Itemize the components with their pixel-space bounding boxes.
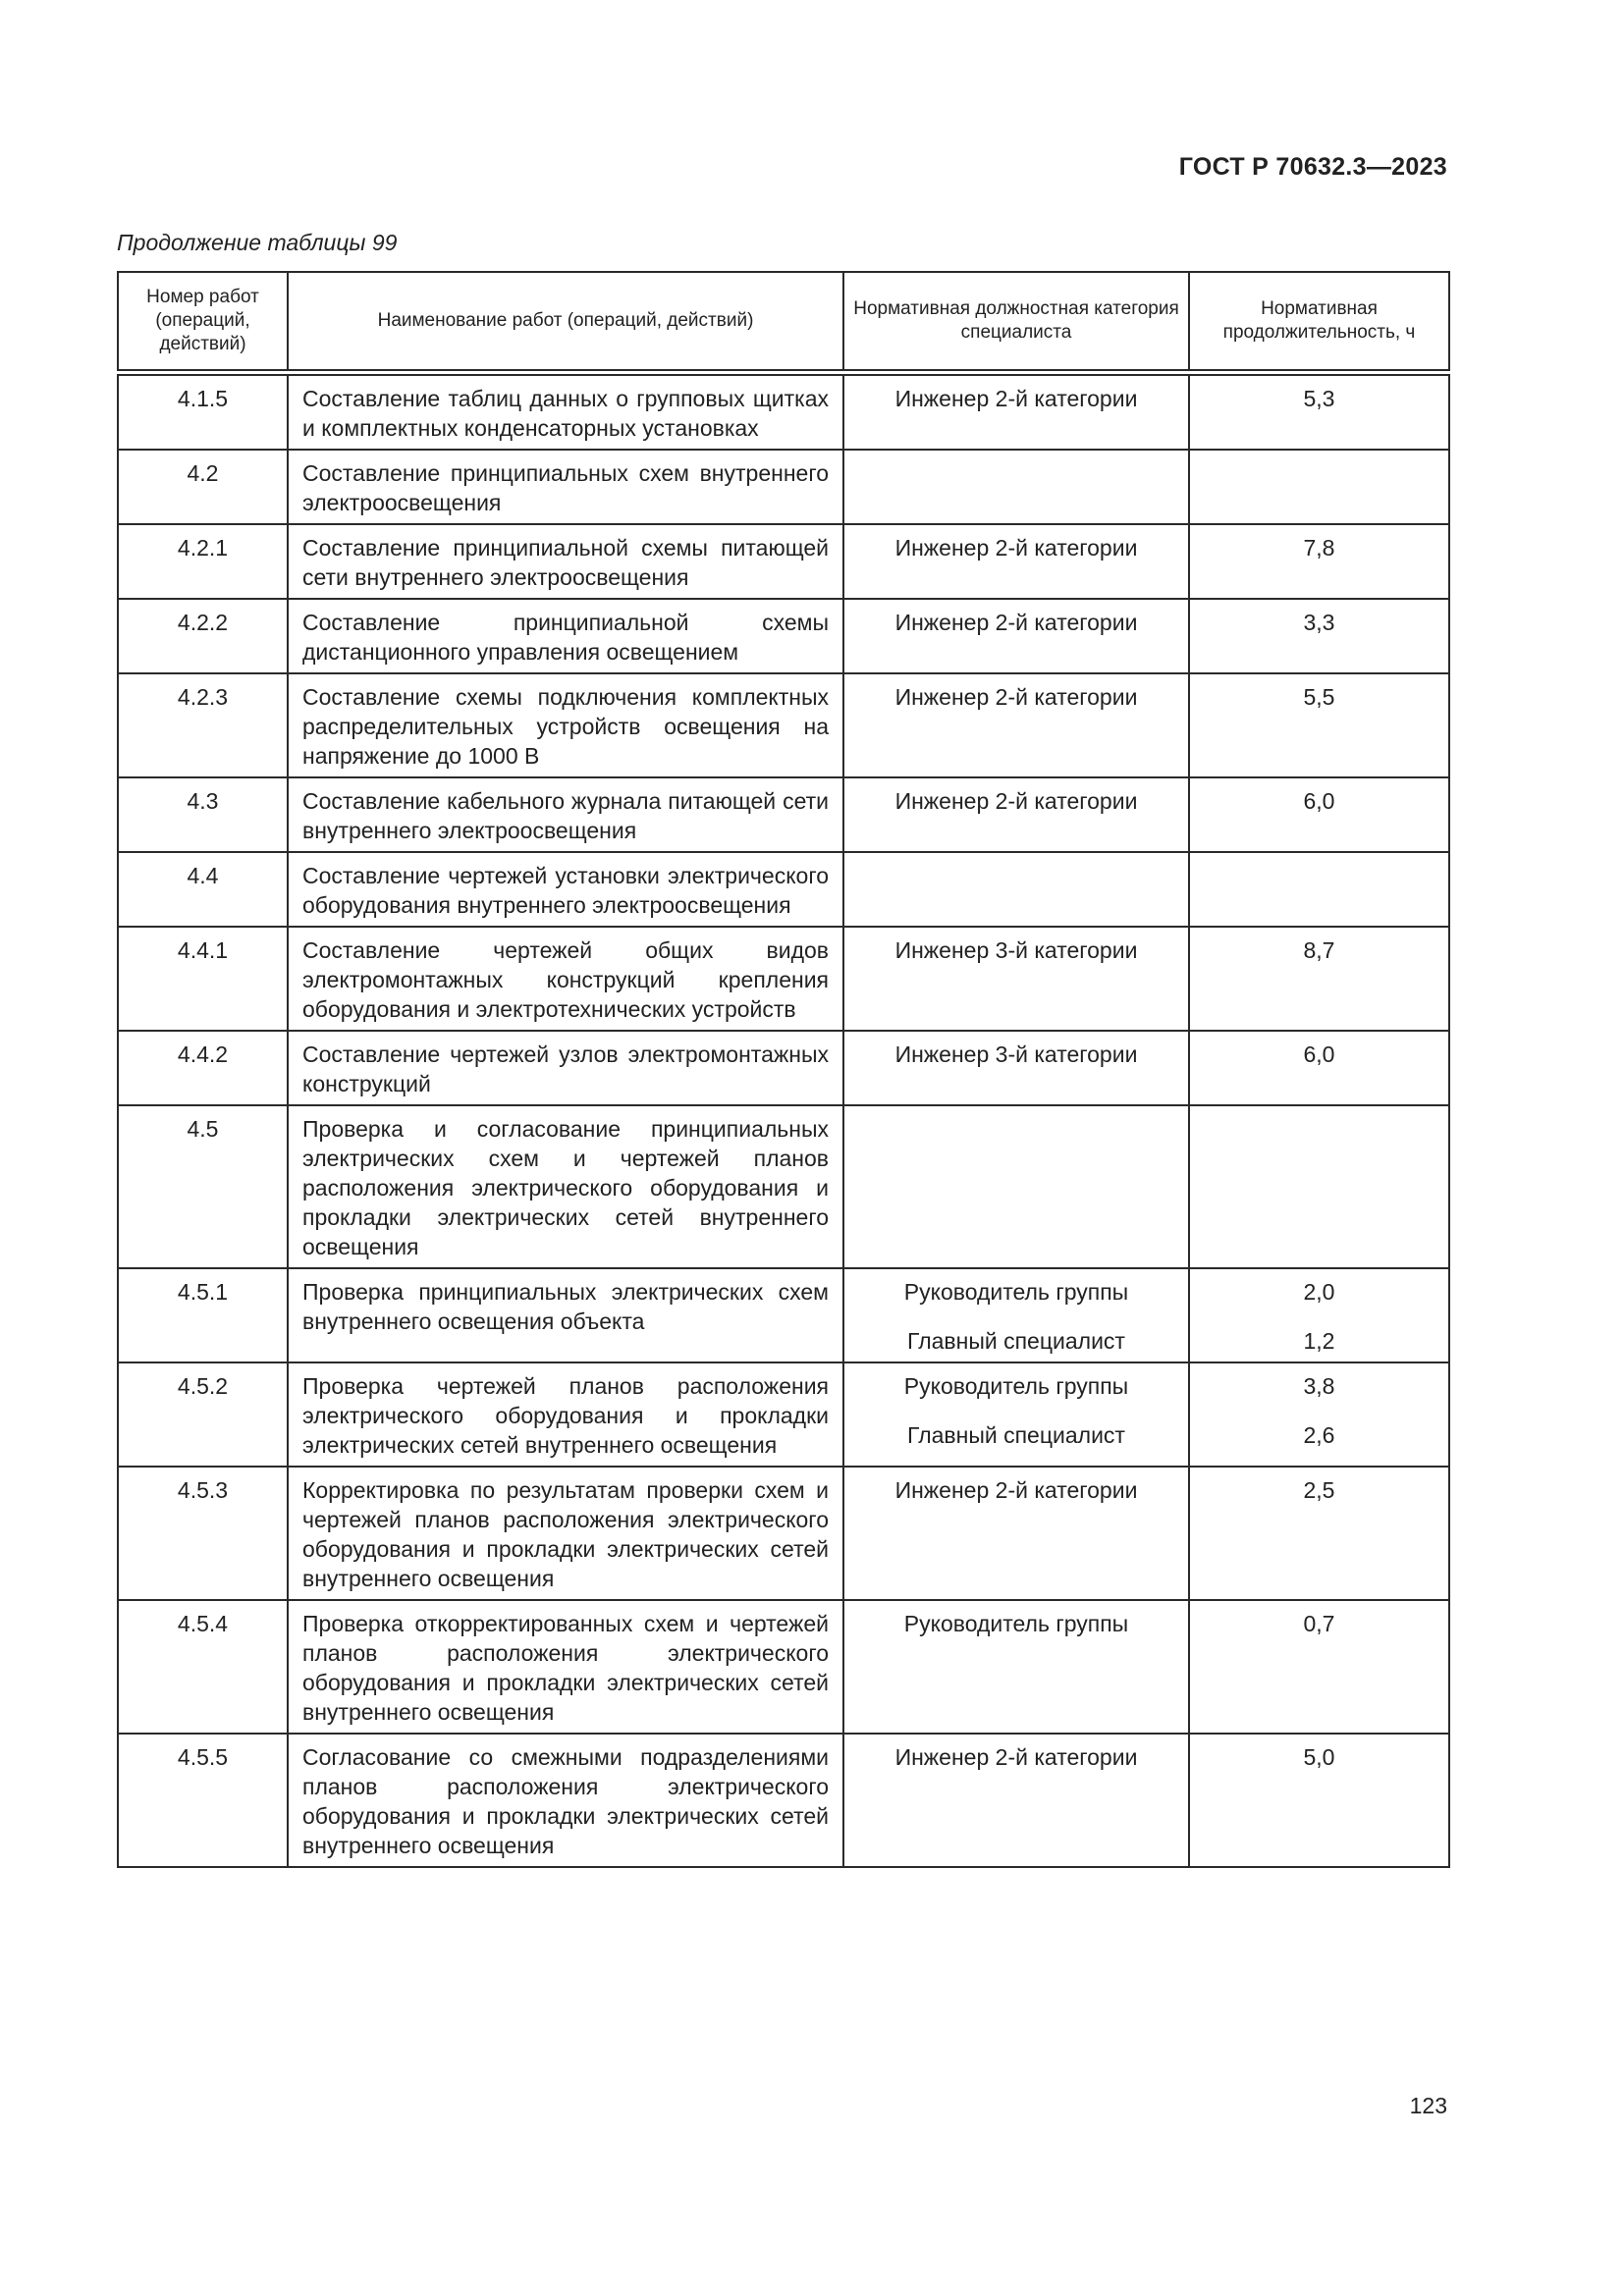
- duration-cell: [1189, 524, 1449, 599]
- specialist-category-cell: [843, 1105, 1189, 1268]
- work-name-cell: Проверка чертежей планов расположения электрического оборудования и прокладки электрических сетей внутреннего освещения: [288, 1362, 843, 1467]
- duration-value: 5,5: [1303, 684, 1335, 710]
- table-row: [118, 1467, 1449, 1600]
- specialist-category: Инженер 2-й категории: [894, 1744, 1138, 1770]
- duration-cell: [1189, 1734, 1449, 1867]
- specialist-category-cell: [843, 673, 1189, 777]
- work-name-cell: Проверка и согласование принципиальных электрических схем и чертежей планов расположения электрического оборудования и прокладки электрических сетей внутреннего освещения: [288, 1105, 843, 1268]
- work-number-cell: 4.5.3: [118, 1467, 288, 1600]
- specialist-category: Главный специалист: [907, 1422, 1125, 1448]
- work-name-cell: Составление схемы подключения комплектных распределительных устройств освещения на напряжение до 1000 В: [288, 673, 843, 777]
- specialist-category: Главный специалист: [907, 1328, 1125, 1354]
- table-body: [118, 373, 1449, 1868]
- specialist-category-cell: [843, 450, 1189, 524]
- duration-cell: [1189, 373, 1449, 451]
- duration-cell: [1189, 1467, 1449, 1600]
- specialist-category-cell: [843, 1268, 1189, 1362]
- duration-value: 3,3: [1303, 610, 1335, 635]
- specialist-category: Инженер 2-й категории: [894, 610, 1138, 635]
- duration-cell: [1189, 1268, 1449, 1362]
- work-number-cell: 4.2.2: [118, 599, 288, 673]
- specialist-category-cell: [843, 927, 1189, 1031]
- duration-value: 2,5: [1303, 1477, 1335, 1503]
- table-row: [118, 673, 1449, 777]
- duration-value: 1,2: [1303, 1328, 1335, 1354]
- table-header-row: [118, 272, 1449, 373]
- table-row: [118, 373, 1449, 451]
- table-row: [118, 524, 1449, 599]
- duration-value: 6,0: [1303, 788, 1335, 814]
- column-header-number: Номер работ (операций, действий): [118, 272, 288, 373]
- duration-value: 0,7: [1303, 1611, 1335, 1636]
- work-name-cell: Составление принципиальной схемы дистанционного управления освещением: [288, 599, 843, 673]
- column-header-name: Наименование работ (операций, действий): [288, 272, 843, 373]
- duration-cell: [1189, 1600, 1449, 1734]
- specialist-category-cell: [843, 1467, 1189, 1600]
- duration-cell: [1189, 1031, 1449, 1105]
- work-number-cell: 4.4.1: [118, 927, 288, 1031]
- norms-table: [117, 271, 1450, 1868]
- work-number-cell: 4.1.5: [118, 373, 288, 451]
- specialist-category-cell: [843, 524, 1189, 599]
- work-name-cell: Проверка принципиальных электрических схем внутреннего освещения объекта: [288, 1268, 843, 1362]
- work-number-cell: 4.5: [118, 1105, 288, 1268]
- work-name-cell: Корректировка по результатам проверки схем и чертежей планов расположения электрического оборудования и прокладки электрических сетей внутреннего освещения: [288, 1467, 843, 1600]
- work-name-cell: Составление чертежей общих видов электромонтажных конструкций крепления оборудования и электротехнических устройств: [288, 927, 843, 1031]
- work-name-cell: Составление принципиальных схем внутреннего электроосвещения: [288, 450, 843, 524]
- duration-value: 8,7: [1303, 937, 1335, 963]
- work-name-cell: Составление таблиц данных о групповых щитках и комплектных конденсаторных установках: [288, 373, 843, 451]
- work-number-cell: 4.2.1: [118, 524, 288, 599]
- work-name-cell: Составление чертежей установки электрического оборудования внутреннего электроосвещения: [288, 852, 843, 927]
- work-name-cell: Проверка откорректированных схем и чертежей планов расположения электрического оборудования и прокладки электрических сетей внутреннего освещения: [288, 1600, 843, 1734]
- duration-value: 5,0: [1303, 1744, 1335, 1770]
- specialist-category-cell: [843, 373, 1189, 451]
- specialist-category-cell: [843, 1031, 1189, 1105]
- specialist-category: Инженер 3-й категории: [894, 1041, 1138, 1067]
- work-number-cell: 4.5.4: [118, 1600, 288, 1734]
- duration-cell: [1189, 927, 1449, 1031]
- work-name-cell: Согласование со смежными подразделениями планов расположения электрического оборудования и прокладки электрических сетей внутреннего освещения: [288, 1734, 843, 1867]
- work-number-cell: 4.5.2: [118, 1362, 288, 1467]
- duration-value: 2,6: [1303, 1422, 1335, 1448]
- column-header-duration: Нормативная продолжительность, ч: [1189, 272, 1449, 373]
- work-number-cell: 4.2: [118, 450, 288, 524]
- duration-cell: [1189, 1105, 1449, 1268]
- work-number-cell: 4.3: [118, 777, 288, 852]
- work-number-cell: 4.4: [118, 852, 288, 927]
- table-row: [118, 1105, 1449, 1268]
- table-row: [118, 777, 1449, 852]
- specialist-category-cell: [843, 852, 1189, 927]
- specialist-category: Инженер 2-й категории: [894, 788, 1138, 814]
- work-number-cell: 4.2.3: [118, 673, 288, 777]
- work-name-cell: Составление принципиальной схемы питающей сети внутреннего электроосвещения: [288, 524, 843, 599]
- specialist-category: Инженер 2-й категории: [894, 386, 1138, 411]
- duration-cell: [1189, 673, 1449, 777]
- specialist-category: Руководитель группы: [903, 1373, 1129, 1399]
- duration-cell: [1189, 852, 1449, 927]
- specialist-category: Инженер 2-й категории: [894, 535, 1138, 561]
- table-row: [118, 1362, 1449, 1467]
- specialist-category-cell: [843, 1734, 1189, 1867]
- table-row: [118, 1734, 1449, 1867]
- work-number-cell: 4.5.5: [118, 1734, 288, 1867]
- table-row: [118, 927, 1449, 1031]
- specialist-category-cell: [843, 777, 1189, 852]
- specialist-category-cell: [843, 599, 1189, 673]
- work-name-cell: Составление кабельного журнала питающей сети внутреннего электроосвещения: [288, 777, 843, 852]
- table-row: [118, 599, 1449, 673]
- specialist-category: Руководитель группы: [903, 1279, 1129, 1305]
- work-name-cell: Составление чертежей узлов электромонтажных конструкций: [288, 1031, 843, 1105]
- duration-cell: [1189, 599, 1449, 673]
- table-caption: Продолжение таблицы 99: [117, 230, 398, 255]
- table-row: [118, 1031, 1449, 1105]
- column-header-category: Нормативная должностная категория специалиста: [843, 272, 1189, 373]
- duration-value: 3,8: [1303, 1373, 1335, 1399]
- work-number-cell: 4.5.1: [118, 1268, 288, 1362]
- duration-value: 2,0: [1303, 1279, 1335, 1305]
- duration-cell: [1189, 777, 1449, 852]
- specialist-category: Инженер 2-й категории: [894, 684, 1138, 710]
- table-row: [118, 450, 1449, 524]
- specialist-category: Инженер 3-й категории: [894, 937, 1138, 963]
- duration-value: 6,0: [1303, 1041, 1335, 1067]
- table-row: [118, 1600, 1449, 1734]
- document-code: ГОСТ Р 70632.3—2023: [1178, 153, 1447, 181]
- specialist-category: Руководитель группы: [903, 1611, 1129, 1636]
- duration-value: 7,8: [1303, 535, 1335, 561]
- table-row: [118, 852, 1449, 927]
- duration-cell: [1189, 450, 1449, 524]
- specialist-category-cell: [843, 1600, 1189, 1734]
- table-row: [118, 1268, 1449, 1362]
- specialist-category-cell: [843, 1362, 1189, 1467]
- specialist-category: Инженер 2-й категории: [894, 1477, 1138, 1503]
- work-number-cell: 4.4.2: [118, 1031, 288, 1105]
- page-number: 123: [1409, 2093, 1447, 2118]
- duration-value: 5,3: [1303, 386, 1335, 411]
- duration-cell: [1189, 1362, 1449, 1467]
